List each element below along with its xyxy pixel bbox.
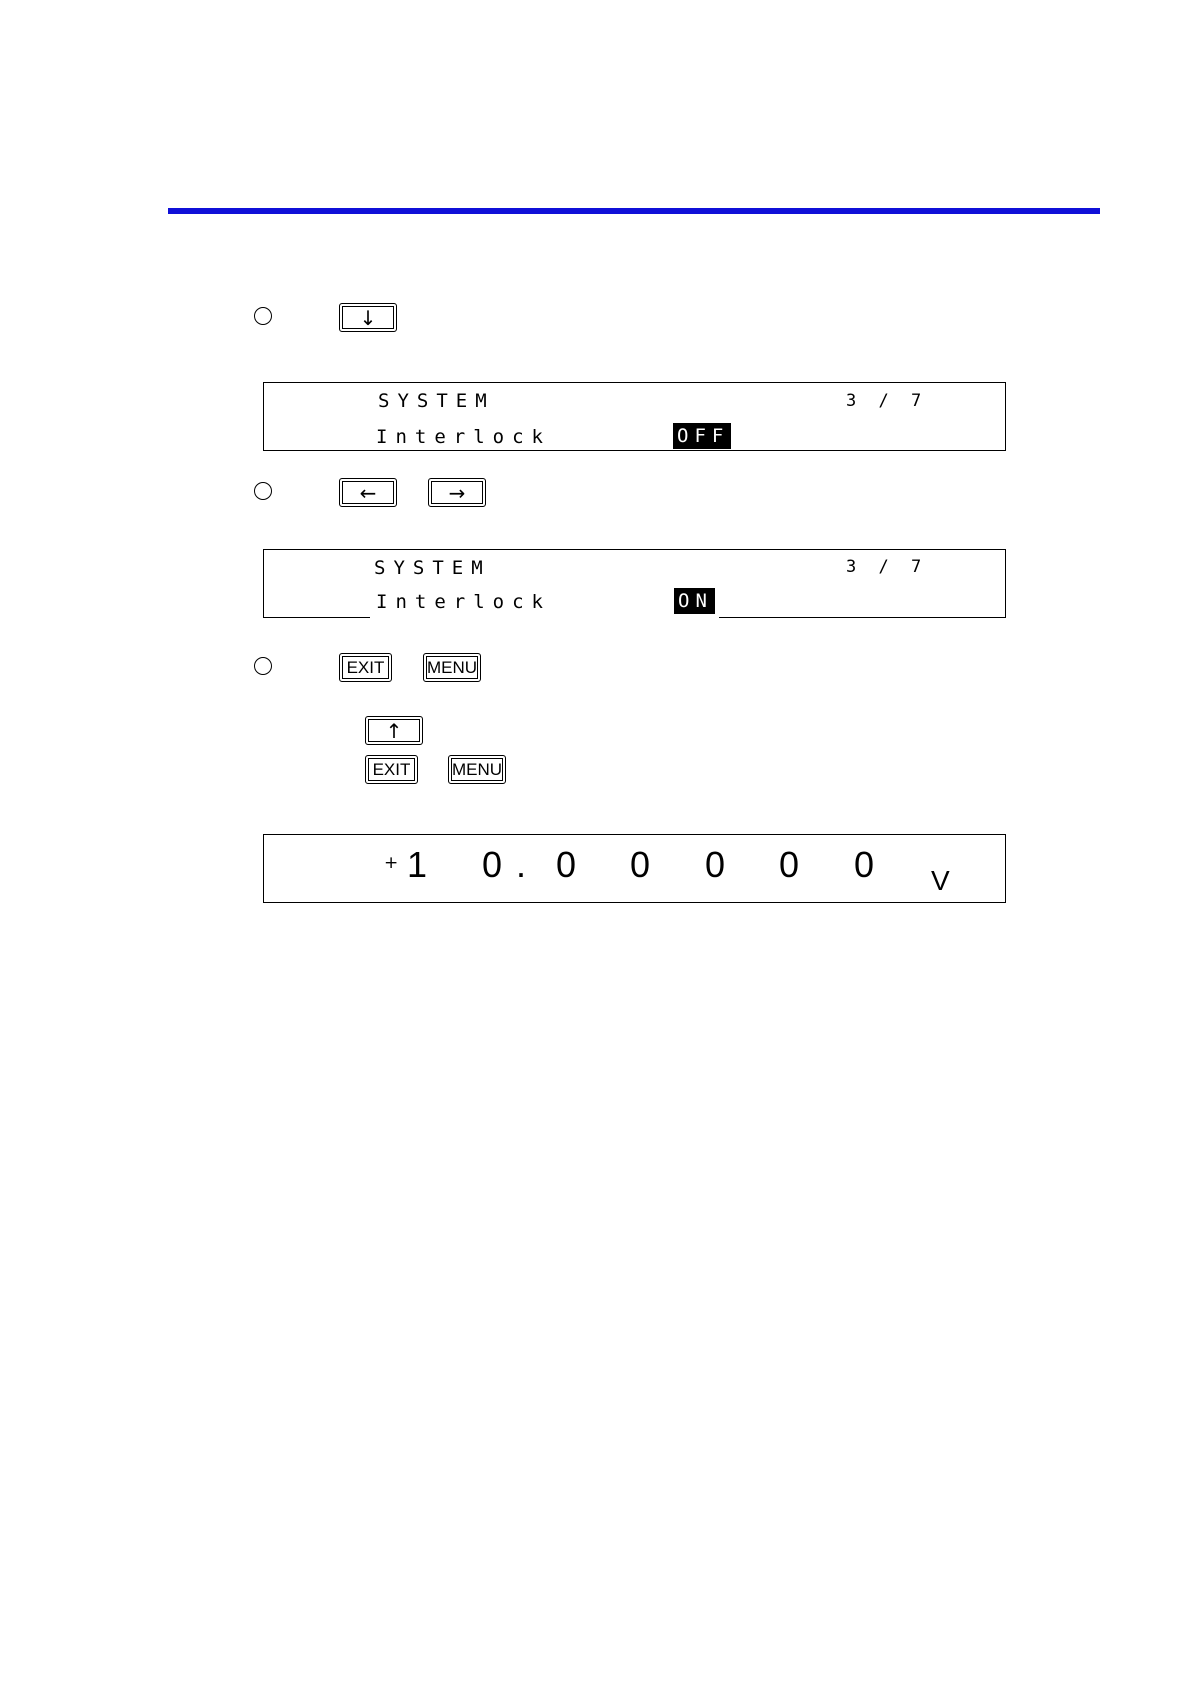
digit-2: 0 [482, 844, 503, 885]
sign-indicator: + [384, 853, 399, 873]
lcd-page-indicator: 3 / 7 [846, 557, 928, 577]
digit-7: 0 [854, 844, 875, 885]
header-rule [168, 208, 1100, 214]
lcd-title: SYSTEM [374, 557, 491, 579]
exit-key-secondary[interactable]: EXIT [365, 755, 418, 784]
exit-key[interactable]: EXIT [339, 653, 392, 682]
lcd-display-interlock-off [263, 382, 1006, 451]
lcd-item-label: Interlock [376, 591, 551, 613]
step-3-marker-icon [254, 657, 272, 675]
digit-4: 0 [630, 844, 651, 885]
lcd-display-interlock-on [263, 549, 1006, 618]
lcd-item-label: Interlock [376, 426, 551, 448]
lcd-value-highlight: ON [674, 588, 715, 614]
down-arrow-key[interactable]: ↓ [339, 303, 397, 332]
lcd-page-indicator: 3 / 7 [846, 391, 928, 411]
up-arrow-key[interactable]: ↑ [365, 716, 423, 745]
unit-label: V [931, 865, 950, 896]
digit-1: 1 [407, 844, 428, 885]
lcd-bottom-border-left [263, 617, 370, 618]
right-arrow-key[interactable]: → [428, 478, 486, 507]
menu-key-secondary[interactable]: MENU [448, 755, 506, 784]
step-1-marker-icon [254, 307, 272, 325]
left-arrow-key[interactable]: ← [339, 478, 397, 507]
digit-3: 0 [556, 844, 577, 885]
step-2-marker-icon [254, 482, 272, 500]
menu-key[interactable]: MENU [423, 653, 481, 682]
lcd-title: SYSTEM [378, 390, 495, 412]
lcd-display-voltage [263, 834, 1006, 903]
digit-5: 0 [705, 844, 726, 885]
decimal-point: . [516, 844, 527, 885]
lcd-bottom-border-right [719, 617, 1006, 618]
lcd-value-highlight: OFF [673, 423, 731, 449]
digit-6: 0 [779, 844, 800, 885]
